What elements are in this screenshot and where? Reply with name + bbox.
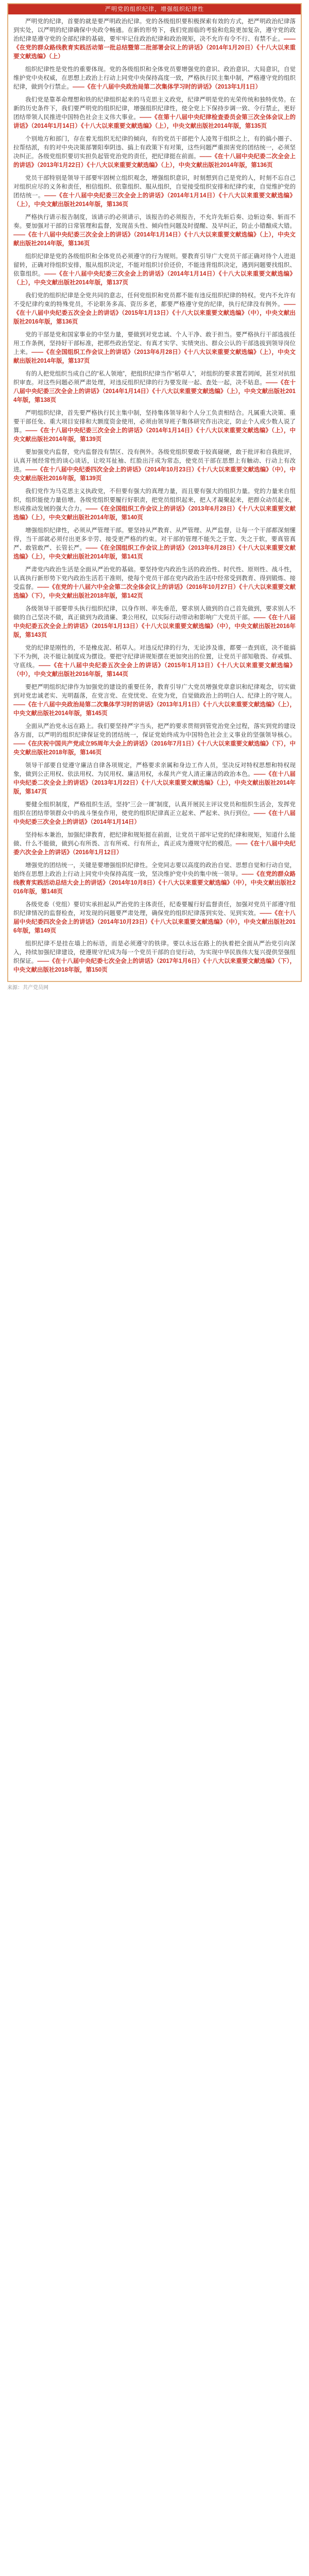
quote-source: ——《在十八届中央纪委二次全会上的讲话》（2013年1月22日）《十八大以来重要文献选编》（上），中央文献出版社2014年版，第136页 <box>13 154 296 168</box>
quote-source: ——《在十八届中央纪委五次全会上的讲话》（2015年1月13日）《十八大以来重要文献选编》（中），中央文献出版社2016年版，第136页 <box>13 301 296 325</box>
quote-paragraph <box>13 252 296 287</box>
quote-source: ——《在十八届中央纪委二次全会上的讲话》（2013年1月22日）《十八大以来重要文献选编》（上），中央文献出版社2014年版，第147页 <box>13 771 296 795</box>
quote-text: 党员干部特别是领导干部要牢固树立组织观念，增强组织意识，时刻想到自己是党的人，时刻不忘自己对组织应尽的义务和责任，相信组织、依靠组织、服从组织，自觉接受组织安排和纪律约束，自觉维护党的团结统一。 <box>13 175 296 199</box>
quote-text: 要把严明组织纪律作为加强党的建设的重要任务，教育引导广大党员增强党章意识和纪律观念，切实做到对党忠诚老实、光明磊落，在党言党、在党忧党、在党为党，自觉做政治上的明白人、纪律上的守规人。 <box>13 684 296 699</box>
article-content <box>8 14 301 981</box>
quote-text: 我们党的组织纪律是全党共同的意志，任何党组织和党员都不能有违反组织纪律的特权。党内不允许有不受纪律约束的特殊党员，不论职务多高、资历多老，都要严格遵守党的纪律，执行纪律没有例外。 <box>13 293 296 308</box>
quote-paragraph <box>13 605 296 640</box>
quote-paragraph <box>13 901 296 936</box>
quote-text: 有的人把党组织当成自己的“私人领地”，把组织纪律当作“稻草人”，对组织的要求置若罔闻，甚至对抗组织审查。对这些问题必须严肃处理，对违反组织纪律的行为要发现一起、查处一起，决不姑息。 <box>13 371 296 386</box>
quote-paragraph <box>13 213 296 248</box>
quote-text: 组织纪律不是挂在墙上的标语，而是必须遵守的铁律。要以永远在路上的执着把全面从严治党引向深入，持续加强纪律建设，使遵规守纪成为每一个党员干部的自觉行动，为实现中华民族伟大复兴提供坚强组织保证。 <box>13 941 296 964</box>
quote-text: 严明组织纪律，首先要严格执行民主集中制，坚持集体领导和个人分工负责相结合。凡属重大决策、重要干部任免、重大项目安排和大额度资金使用，必须由领导班子集体研究作出决定，防止个人或少数人说了算。 <box>13 410 296 434</box>
quote-source: ——《在十八届中央纪委五次全会上的讲话》（2015年1月13日）《十八大以来重要文献选编》（中），中央文献出版社2016年版，第144页 <box>13 663 296 677</box>
quote-paragraph <box>13 18 296 61</box>
quote-source: ——《在十八届中央纪委四次全会上的讲话》（2014年10月23日）《十八大以来重要文献选编》（中），中央文献出版社2016年版，第139页 <box>13 467 296 482</box>
quote-source: ——《在十八届中央纪委三次全会上的讲话》（2014年1月14日）《十八大以来重要文献选编》（上），中央文献出版社2014年版，第136页 <box>13 232 296 247</box>
quote-text: 要健全组织制度，严格组织生活，坚持“三会一课”制度，认真开展民主评议党员和组织生活会，发挥党组织在团结带领群众中的战斗堡垒作用，使党的组织纪律真正立起来、严起来、执行到位。 <box>13 802 296 817</box>
quote-paragraph <box>13 761 296 796</box>
quote-paragraph <box>13 174 296 209</box>
quote-paragraph <box>13 487 296 522</box>
quote-paragraph <box>13 370 296 405</box>
quote-source: ——《在十八届中央纪委五次全会上的讲话》（2015年1月13日）《十八大以来重要文献选编》（中），中央文献出版社2016年版，第143页 <box>13 615 296 638</box>
quote-source: ——《在党的十八届六中全会第二次全体会议上的讲话》（2016年10月27日）《十八大以来重要文献选编》（下），中央文献出版社2018年版，第142页 <box>13 584 296 599</box>
quote-text: 严格执行请示报告制度，该请示的必须请示，该报告的必须报告，不允许先斩后奏、边斩边奏、斩而不奏。要加强对干部的日常管理和监督，发现苗头性、倾向性问题及时提醒、及早纠正，防止小错酿成大错。 <box>13 214 296 229</box>
quote-text: 要加强党内监督，党内监督没有禁区、没有例外。各级党组织要敢于较真碰硬，敢于批评和自我批评，认真开展经常性的谈心谈话，让咬耳扯袖、红脸出汗成为常态，使党员干部在思想上有触动、行动上有改进。 <box>13 449 296 473</box>
quote-paragraph <box>13 292 296 327</box>
quote-text: 我们党作为马克思主义执政党，不但要有强大的真理力量，而且要有强大的组织力量。党的力量来自组织，组织能使力量倍增。各级党组织要履行好职责，把党员组织起来，把人才凝聚起来，把群众动员起来，形成推动发展的强大合力。 <box>13 488 296 512</box>
quote-paragraph <box>13 65 296 92</box>
quote-paragraph <box>13 940 296 975</box>
quote-paragraph <box>13 722 296 757</box>
quote-source: ——《在十八届中央政治局第二次集体学习时的讲话》（2013年1月1日）《十八大以来重要文献选编》（上），中央文献出版社2014年版，第145页 <box>13 702 296 717</box>
quote-text: 增强党的团结统一，关键是要增强组织纪律性。全党同志要以高度的政治自觉、思想自觉和行动自觉，始终在思想上政治上行动上同党中央保持高度一致，坚决维护党中央的集中统一领导。 <box>13 862 296 877</box>
quote-text: 严明党的纪律，首要的就是要严明政治纪律。党的各级组织要积极探索有效的方式，把严明政治纪律落到实处，以严明的纪律确保中央政令畅通。在新的形势下，我们党面临的考验和危险更加复杂，遵守党的政治纪律是遵守党的全部纪律的基础，要牢牢记住政治纪律和政治规矩，决不允许有令不行、有禁不止。 <box>13 19 296 42</box>
quote-text: 党的干部是党和国家事业的中坚力量，要做到对党忠诚、个人干净、敢于担当。要严格执行干部选拔任用工作条例，坚持好干部标准，把那些政治坚定、有真才实学、实绩突出、群众公认的干部选拔到领导岗位上来。 <box>13 332 296 355</box>
quote-source: ——《在十八届中央纪委三次全会上的讲话》（2014年1月14日）《十八大以来重要文献选编》（上），中央文献出版社2014年版，第137页 <box>13 271 296 286</box>
quote-paragraph <box>13 96 296 131</box>
image-caption: 来源：共产党员网 <box>7 985 48 991</box>
quote-paragraph <box>13 448 296 483</box>
quote-source: ——《在十八届中央纪委三次全会上的讲话》（2014年1月14日） <box>13 810 296 825</box>
quote-paragraph <box>13 831 296 857</box>
quote-source: ——《在庆祝中国共产党成立95周年大会上的讲话》（2016年7月1日）《十八大以来重要文献选编》（下），中央文献出版社2018年版，第146页 <box>13 741 296 756</box>
quote-source: ——《在党的群众路线教育实践活动总结大会上的讲话》（2014年10月8日）《十八大以来重要文献选编》（中），中央文献出版社2016年版，第148页 <box>13 871 296 895</box>
quote-paragraph <box>13 527 296 562</box>
article-title: 严明党的组织纪律，增强组织纪律性 <box>8 4 301 14</box>
quote-source: ——《在全国组织工作会议上的讲话》（2013年6月28日）《十八大以来重要文献选编》（上），中央文献出版社2014年版，第140页 <box>13 506 296 521</box>
quote-source: ——《在十八届中央纪委七次全会上的讲话》（2017年1月6日）《十八大以来重要文献选编》（下），中央文献出版社2018年版，第150页 <box>13 958 296 973</box>
quote-paragraph <box>13 861 296 896</box>
quote-text: 各级领导干部要带头执行组织纪律，以身作则、率先垂范，要求别人做到的自己首先做到，要求别人不做的自己坚决不做，真正做到为政清廉、秉公用权，以实际行动带动和影响广大党员干部。 <box>13 606 296 621</box>
quote-text: 我们党是靠革命理想和铁的纪律组织起来的马克思主义政党，纪律严明是党的光荣传统和独特优势。在新的历史条件下，我们要严明党的组织纪律，增强组织纪律性，使全党上下保持步调一致、令行禁止，更好团结带领人民推进中国特色社会主义伟大事业。 <box>13 97 296 121</box>
quote-text: 各级党委（党组）要切实承担起从严治党的主体责任，纪委要履行好监督责任，加强对党员干部遵守组织纪律情况的监督检查，对发现的问题要严肃处理，确保党的组织纪律落到实处、见到实效。 <box>13 902 296 917</box>
quote-source: ——《在全国组织工作会议上的讲话》（2013年6月28日）《十八大以来重要文献选编》（上），中央文献出版社2014年版，第141页 <box>13 545 296 560</box>
quote-source: ——《在十八届中央纪委三次全会上的讲话》（2014年1月14日）《十八大以来重要文献选编》（上），中央文献出版社2014年版，第139页 <box>13 428 296 443</box>
quote-source: ——《在十八届中央纪委三次全会上的讲话》（2014年1月14日）《十八大以来重要文献选编》（上），中央文献出版社2014年版，第138页 <box>13 380 296 403</box>
quote-source: ——《在十八届中央纪委六次全会上的讲话》（2016年1月12日） <box>13 841 296 856</box>
quote-text: 领导干部要自觉遵守廉洁自律各项规定，严格要求亲属和身边工作人员，坚决反对特权思想和特权现象，做到公正用权、依法用权、为民用权、廉洁用权，永葆共产党人清正廉洁的政治本色。 <box>13 762 296 777</box>
article-frame <box>7 3 302 982</box>
quote-text: 个别地方和部门，存在着无组织无纪律的倾向，有的党员干部把个人凌驾于组织之上，有的搞小圈子、拉帮结派，有的对中央决策部署阳奉阴违、搞上有政策下有对策，这些问题严重损害党的团结统一，必须坚决纠正。各级党组织要切实担负起管党治党的责任，把纪律挺在前面。 <box>13 136 296 160</box>
quote-source: ——《在第十八届中央纪律检查委员会第三次全体会议上的讲话》（2014年1月14日）《十八大以来重要文献选编》（上），中央文献出版社2014年版，第135页 <box>13 114 296 129</box>
quote-text: 严肃党内政治生活是全面从严治党的基础。要坚持党内政治生活的政治性、时代性、原则性、战斗性，认真执行新形势下党内政治生活若干准则，使每个党员干部在党内政治生活中经常受到教育、得到锻炼、接受监督。 <box>13 567 296 590</box>
quote-source: ——《在十八届中央纪委三次全会上的讲话》（2014年1月14日）《十八大以来重要文献选编》（上），中央文献出版社2014年版，第136页 <box>13 193 296 208</box>
quote-paragraph <box>13 331 296 366</box>
quote-paragraph <box>13 644 296 679</box>
quote-source: ——《在全国组织工作会议上的讲话》（2013年6月28日）《十八大以来重要文献选编》（上），中央文献出版社2014年版，第137页 <box>13 349 296 364</box>
quote-text: 坚持标本兼治，加强纪律教育，把纪律和规矩挺在前面，让党员干部牢记党的纪律和规矩，知道什么能做、什么不能做，做到心有所畏、言有所戒、行有所止，真正成为遵规守纪的模范。 <box>13 832 296 847</box>
quote-paragraph <box>13 566 296 601</box>
page <box>0 0 309 998</box>
quote-paragraph <box>13 683 296 718</box>
quote-text: 组织纪律是党的各级组织和全体党员必须遵守的行为规则。要教育引导广大党员干部正确对待个人进退留转，正确对待组织安排，服从组织决定，不能对组织讨价还价，不能违背组织决定，遇到问题要找组织、依靠组织。 <box>13 253 296 277</box>
quote-text: 组织纪律性是党性的重要体现。党的各级组织和全体党员要增强党的意识、政治意识、大局意识，自觉维护党中央权威，在思想上政治上行动上同党中央保持高度一致，严格执行民主集中制，严格遵守党的组织纪律，做到令行禁止。 <box>13 66 296 90</box>
quote-source: ——《在十八届中央纪委四次全会上的讲话》（2014年10月23日）《十八大以来重要文献选编》（中），中央文献出版社2016年版，第149页 <box>13 910 296 934</box>
quote-text: 全面从严治党永远在路上。我们要坚持严字当头，把严的要求贯彻到管党治党全过程，落实到党的建设各方面，以严明的组织纪律保证党的团结统一，保证党始终成为中国特色社会主义事业的坚强领导核心。 <box>13 723 296 738</box>
quote-paragraph <box>13 409 296 444</box>
quote-paragraph <box>13 135 296 170</box>
quote-source: ——《在党的群众路线教育实践活动第一批总结暨第二批部署会议上的讲话》（2014年1月20日）《十八大以来重要文献选编》（上） <box>13 36 296 60</box>
quote-text: 增强组织纪律性，必须从严管理干部。要坚持从严教育、从严管理、从严监督，让每一个干部都深刻懂得，当干部就必须付出更多辛劳、接受更严格的约束。对干部的管理不能失之于宽、失之于软，要真管真严、敢管敢严、长管长严。 <box>13 528 296 551</box>
quote-source: ——《在十八届中央政治局第二次集体学习时的讲话》（2013年1月1日） <box>73 84 262 90</box>
quote-text: 党的纪律是刚性的，不是橡皮泥、稻草人。对违反纪律的行为，无论涉及谁，都要一查到底，决不能搞下不为例，决不能让制度成为摆设。要把守纪律讲规矩摆在更加突出的位置，让党员干部知敬畏、存戒惧、守底线。 <box>13 645 296 669</box>
quote-paragraph <box>13 801 296 827</box>
